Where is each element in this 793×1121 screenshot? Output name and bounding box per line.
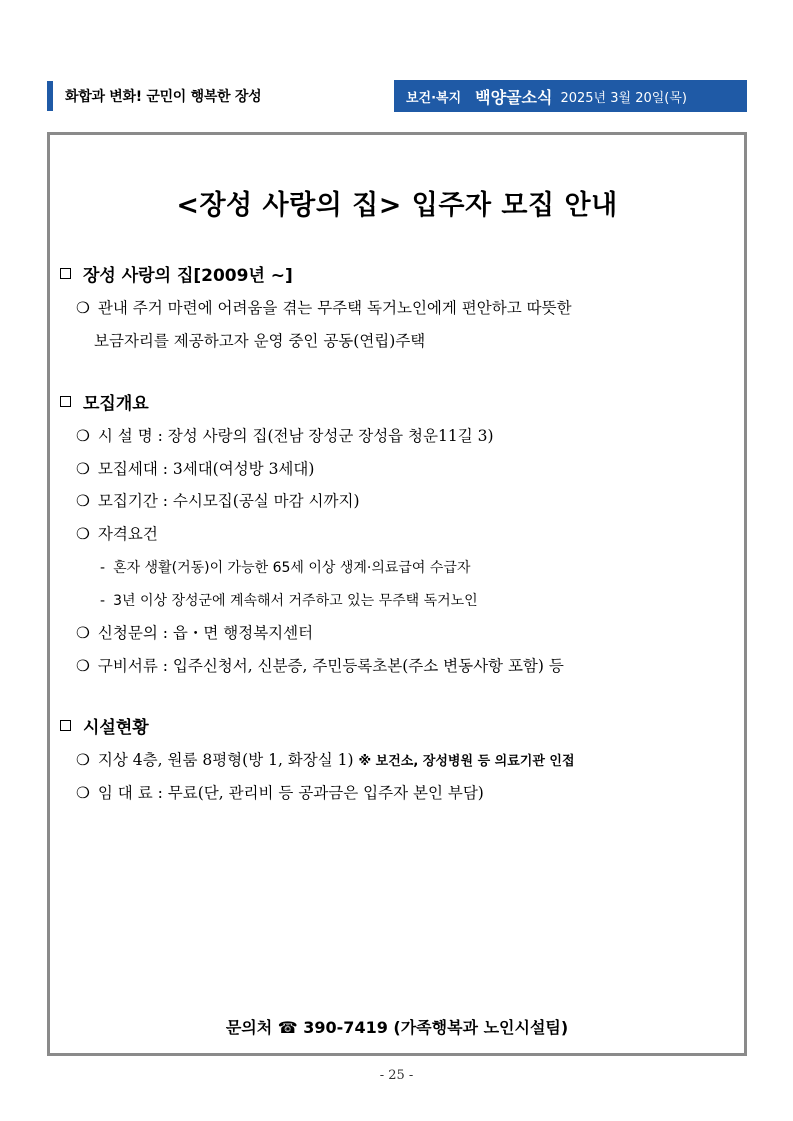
newsletter-title: 백양골소식 — [475, 87, 553, 107]
circle-bullet-icon: ❍ — [76, 657, 90, 675]
section-heading-overview — [60, 389, 149, 414]
section-heading-facilities — [60, 713, 149, 738]
facility-note: ※ 보건소, 장성병원 등 의료기관 인접 — [358, 754, 575, 769]
intro-line-1: 관내 주거 마련에 어려움을 겪는 무주택 독거노인에게 편안하고 따뜻한 — [97, 299, 572, 317]
notice-box — [47, 132, 747, 1056]
circle-bullet-icon: ❍ — [76, 784, 90, 802]
overview-item-households — [76, 457, 314, 479]
item-text: 시 설 명 : 장성 사랑의 집(전남 장성군 장성읍 청운11길 3) — [97, 427, 494, 445]
overview-item-documents — [76, 654, 564, 676]
square-bullet-icon — [60, 268, 71, 279]
item-text: 모집기간 : 수시모집(공실 마감 시까지) — [97, 492, 360, 510]
item-text: 자격요건 — [97, 525, 158, 543]
circle-bullet-icon: ❍ — [76, 751, 90, 769]
contact-info: 문의처 ☎ 390-7419 (가족행복과 노인시설팀) — [225, 1018, 569, 1037]
circle-bullet-icon: ❍ — [76, 492, 90, 510]
dash-bullet: - — [100, 560, 106, 576]
header-banner — [394, 80, 747, 112]
page-number: - 25 - — [379, 1068, 414, 1083]
square-bullet-icon — [60, 720, 71, 731]
overview-item-period — [76, 489, 360, 511]
circle-bullet-icon: ❍ — [76, 460, 90, 478]
overview-item-inquiry — [76, 621, 313, 643]
item-text: 구비서류 : 입주신청서, 신분증, 주민등록초본(주소 변동사항 포함) 등 — [97, 657, 564, 675]
circle-bullet-icon: ❍ — [76, 299, 90, 317]
intro-item — [76, 296, 572, 318]
slogan: 화합과 변화! 군민이 행복한 장성 — [65, 89, 262, 105]
intro-line-2: 보금자리를 제공하고자 운영 중인 공동(연립)주택 — [94, 332, 426, 350]
section-heading-text: 모집개요 — [83, 394, 149, 414]
circle-bullet-icon: ❍ — [76, 525, 90, 543]
issue-date: 2025년 3월 20일(목) — [560, 90, 687, 106]
square-bullet-icon — [60, 396, 71, 407]
sub-item-text: 혼자 생활(거동)이 가능한 65세 이상 생계·의료급여 수급자 — [113, 560, 471, 576]
item-text: 모집세대 : 3세대(여성방 3세대) — [97, 460, 315, 478]
sub-item-text: 3년 이상 장성군에 계속해서 거주하고 있는 무주택 독거노인 — [113, 593, 478, 609]
item-text: 지상 4층, 원룸 8평형(방 1, 화장실 1) — [97, 751, 354, 769]
eligibility-sub-item — [100, 557, 470, 577]
dash-bullet: - — [100, 593, 106, 609]
overview-item-eligibility — [76, 522, 158, 544]
overview-item-facility — [76, 424, 494, 446]
section-name: 보건·복지 — [406, 90, 462, 106]
section-heading-text: 시설현황 — [83, 718, 149, 738]
page-title: <장성 사랑의 집> 입주자 모집 안내 — [176, 190, 618, 221]
section-heading-text: 장성 사랑의 집[2009년 ~] — [83, 266, 293, 286]
item-text: 임 대 료 : 무료(단, 관리비 등 공과금은 입주자 본인 부담) — [97, 784, 484, 802]
section-heading-intro — [60, 261, 293, 286]
page-header — [47, 80, 747, 112]
item-text: 신청문의 : 읍・면 행정복지센터 — [97, 624, 314, 642]
facility-item-floors — [76, 748, 575, 770]
accent-bar — [47, 81, 53, 111]
circle-bullet-icon: ❍ — [76, 624, 90, 642]
circle-bullet-icon: ❍ — [76, 427, 90, 445]
eligibility-sub-item — [100, 590, 478, 610]
facility-item-rent — [76, 781, 484, 803]
header-slogan-area — [47, 80, 261, 112]
